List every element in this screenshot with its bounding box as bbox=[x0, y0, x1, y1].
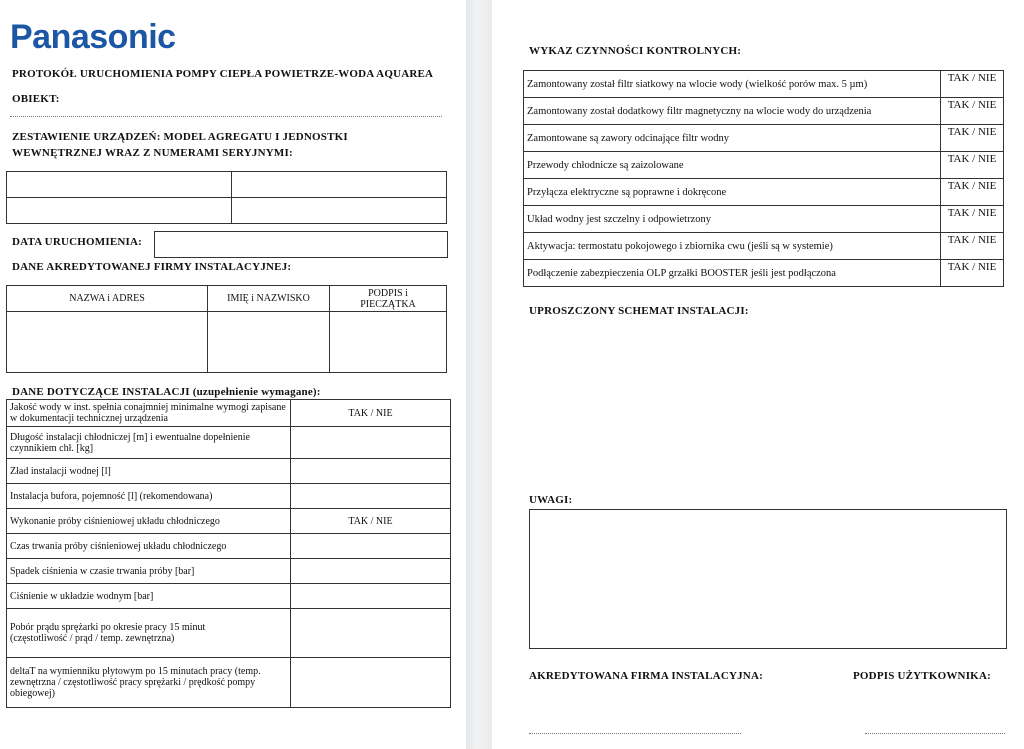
installation-table bbox=[6, 399, 451, 708]
left-page bbox=[0, 0, 466, 749]
zestawienie-line2: WEWNĘTRZNEJ WRAZ Z NUMERAMI SERYJNYMI: bbox=[12, 147, 293, 159]
wykaz-title: WYKAZ CZYNNOŚCI KONTROLNYCH: bbox=[529, 45, 742, 57]
devices-table bbox=[6, 171, 447, 224]
check-value[interactable]: TAK / NIE bbox=[941, 152, 1004, 179]
firm-header-name: NAZWA i ADRES bbox=[7, 286, 208, 312]
right-page bbox=[492, 0, 1024, 749]
install-value[interactable] bbox=[291, 609, 451, 658]
protocol-title: PROTOKÓŁ URUCHOMIENIA POMPY CIEPŁA POWIETRZE-WODA AQUAREA bbox=[12, 68, 434, 80]
firm-header-person: IMIĘ i NAZWISKO bbox=[208, 286, 330, 312]
check-label: Podłączenie zabezpieczenia OLP grzałki BOOSTER jeśli jest podłączona bbox=[524, 260, 941, 287]
install-value[interactable] bbox=[291, 459, 451, 484]
check-value[interactable]: TAK / NIE bbox=[941, 98, 1004, 125]
obiekt-dotted-line[interactable] bbox=[10, 116, 442, 117]
firma-signature-line[interactable] bbox=[529, 733, 741, 734]
install-value[interactable] bbox=[291, 584, 451, 609]
install-label-text: deltaT na wymienniku płytowym po 15 minutach pracy (temp. zewnętrzna / częstotliwość pracy sprężarki / prędkość pompy obiegowej) bbox=[10, 666, 261, 699]
install-value[interactable]: TAK / NIE bbox=[291, 509, 451, 534]
check-label: Przyłącza elektryczne są poprawne i dokręcone bbox=[524, 179, 941, 206]
uwagi-title: UWAGI: bbox=[529, 494, 573, 506]
user-signature-label: PODPIS UŻYTKOWNIKA: bbox=[853, 670, 991, 682]
install-label: Czas trwania próby ciśnieniowej układu chłodniczego bbox=[7, 534, 291, 559]
data-uruchomienia-label: DATA URUCHOMIENIA: bbox=[12, 236, 142, 248]
firm-cell[interactable] bbox=[7, 312, 208, 373]
check-label: Zamontowany został dodatkowy filtr magnetyczny na wlocie wody do urządzenia bbox=[524, 98, 941, 125]
firm-table bbox=[6, 285, 447, 373]
install-value[interactable] bbox=[291, 427, 451, 459]
schemat-title: UPROSZCZONY SCHEMAT INSTALACJI: bbox=[529, 305, 749, 317]
install-label: Długość instalacji chłodniczej [m] i ewentualne dopełnienie czynnikiem chł. [kg] bbox=[7, 427, 291, 459]
check-value[interactable]: TAK / NIE bbox=[941, 260, 1004, 287]
install-value[interactable] bbox=[291, 534, 451, 559]
dane-instalacji-label: DANE DOTYCZĄCE INSTALACJI (uzupełnienie wymagane): bbox=[12, 386, 321, 398]
check-label: Przewody chłodnicze są zaizolowane bbox=[524, 152, 941, 179]
install-value[interactable] bbox=[291, 484, 451, 509]
install-label: Jakość wody w inst. spełnia conajmniej minimalne wymogi zapisane w dokumentacji technicznej urządzenia bbox=[7, 400, 291, 427]
install-label: Instalacja bufora, pojemność [l] (rekomendowana) bbox=[7, 484, 291, 509]
uwagi-box[interactable] bbox=[529, 509, 1007, 649]
devices-cell[interactable] bbox=[232, 172, 447, 198]
check-label: Zamontowane są zawory odcinające filtr wodny bbox=[524, 125, 941, 152]
check-label: Aktywacja: termostatu pokojowego i zbiornika cwu (jeśli są w systemie) bbox=[524, 233, 941, 260]
panasonic-logo: Panasonic bbox=[10, 18, 176, 56]
check-value[interactable]: TAK / NIE bbox=[941, 206, 1004, 233]
page-gutter bbox=[466, 0, 492, 749]
firm-header-signature bbox=[330, 286, 447, 312]
check-label: Zamontowany został filtr siatkowy na wlocie wody (wielkość porów max. 5 µm) bbox=[524, 71, 941, 98]
check-value[interactable]: TAK / NIE bbox=[941, 71, 1004, 98]
user-signature-line[interactable] bbox=[865, 733, 1005, 734]
install-label: Zład instalacji wodnej [l] bbox=[7, 459, 291, 484]
install-value[interactable] bbox=[291, 559, 451, 584]
firm-cell[interactable] bbox=[208, 312, 330, 373]
check-value[interactable]: TAK / NIE bbox=[941, 125, 1004, 152]
firm-header-signature-text: PODPIS i PIECZĄTKA bbox=[360, 287, 416, 310]
firma-signature-label: AKREDYTOWANA FIRMA INSTALACYJNA: bbox=[529, 670, 763, 682]
install-label bbox=[7, 658, 291, 708]
install-value[interactable] bbox=[291, 658, 451, 708]
obiekt-label: OBIEKT: bbox=[12, 93, 60, 105]
check-value[interactable]: TAK / NIE bbox=[941, 179, 1004, 206]
devices-cell[interactable] bbox=[7, 172, 232, 198]
devices-cell[interactable] bbox=[7, 198, 232, 224]
check-value[interactable]: TAK / NIE bbox=[941, 233, 1004, 260]
install-label: Wykonanie próby ciśnieniowej układu chłodniczego bbox=[7, 509, 291, 534]
checks-table bbox=[523, 70, 1004, 287]
zestawienie-line1: ZESTAWIENIE URZĄDZEŃ: MODEL AGREGATU I JEDNOSTKI bbox=[12, 131, 348, 143]
install-label bbox=[7, 609, 291, 658]
install-value[interactable]: TAK / NIE bbox=[291, 400, 451, 427]
install-label-text: Pobór prądu sprężarki po okresie pracy 15 minut (częstotliwość / prąd / temp. zewnętrzna) bbox=[10, 622, 206, 644]
devices-cell[interactable] bbox=[232, 198, 447, 224]
install-label: Spadek ciśnienia w czasie trwania próby [bar] bbox=[7, 559, 291, 584]
install-label: Ciśnienie w układzie wodnym [bar] bbox=[7, 584, 291, 609]
check-label: Układ wodny jest szczelny i odpowietrzony bbox=[524, 206, 941, 233]
dane-firmy-label: DANE AKREDYTOWANEJ FIRMY INSTALACYJNEJ: bbox=[12, 261, 292, 273]
data-uruchomienia-field[interactable] bbox=[154, 231, 448, 258]
firm-cell[interactable] bbox=[330, 312, 447, 373]
